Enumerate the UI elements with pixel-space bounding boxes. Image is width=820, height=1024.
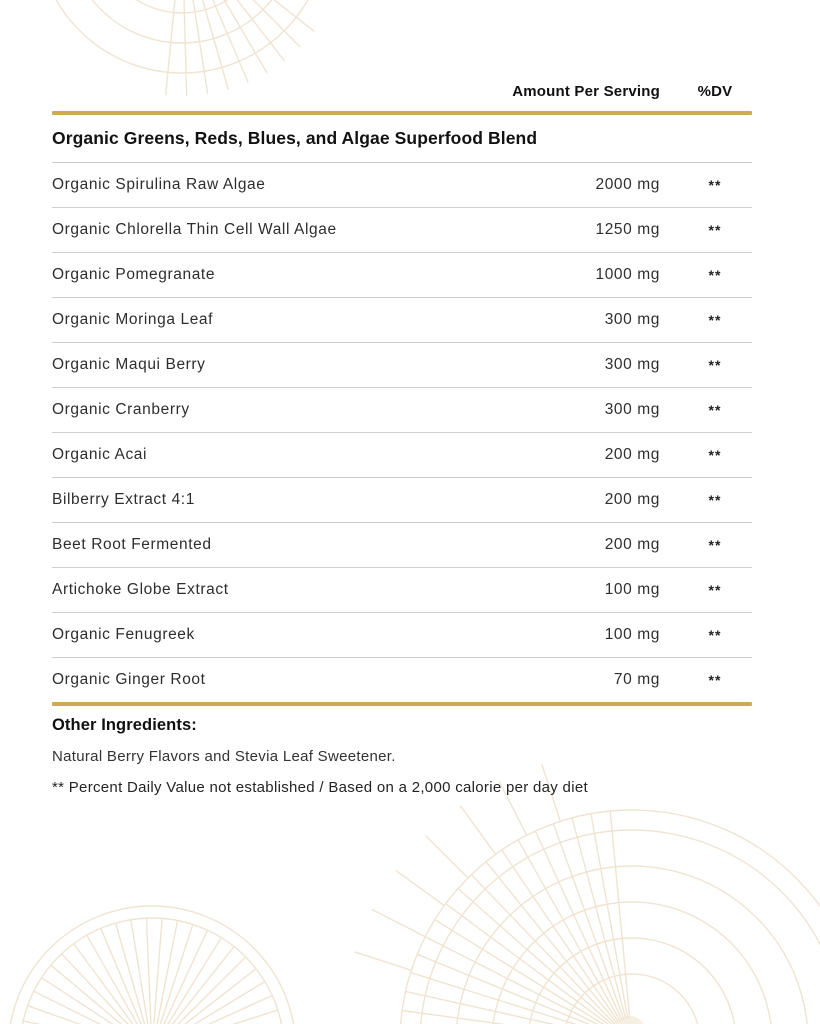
ingredient-name: Organic Chlorella Thin Cell Wall Algae bbox=[52, 221, 337, 238]
table-header bbox=[52, 82, 752, 102]
ingredient-dv: ** bbox=[708, 672, 722, 688]
ingredient-dv: ** bbox=[708, 492, 722, 508]
ingredient-name: Artichoke Globe Extract bbox=[52, 581, 229, 598]
table-row bbox=[52, 568, 752, 613]
gold-divider-bottom bbox=[52, 702, 752, 706]
table-row bbox=[52, 523, 752, 568]
table-row bbox=[52, 388, 752, 433]
ingredient-amount: 300 mg bbox=[604, 401, 660, 418]
supplement-facts-panel bbox=[52, 0, 752, 797]
ingredient-amount: 1250 mg bbox=[595, 221, 660, 238]
table-row bbox=[52, 433, 752, 478]
table-row bbox=[52, 613, 752, 658]
table-row bbox=[52, 253, 752, 298]
daily-value-note: ** Percent Daily Value not established / Based on a 2,000 calorie per day diet bbox=[52, 779, 588, 796]
ingredient-amount: 2000 mg bbox=[595, 176, 660, 193]
ingredient-name: Organic Cranberry bbox=[52, 401, 190, 418]
ingredient-dv: ** bbox=[708, 582, 722, 598]
ingredient-dv: ** bbox=[708, 222, 722, 238]
table-row bbox=[52, 478, 752, 523]
ingredient-amount: 200 mg bbox=[604, 536, 660, 553]
ingredient-amount: 70 mg bbox=[613, 671, 660, 688]
ingredient-name: Organic Acai bbox=[52, 446, 148, 463]
other-ingredients-text: Natural Berry Flavors and Stevia Leaf Sweetener. bbox=[52, 748, 396, 765]
ingredient-name: Organic Spirulina Raw Algae bbox=[52, 176, 266, 193]
ingredient-name: Bilberry Extract 4:1 bbox=[52, 491, 195, 508]
ingredient-dv: ** bbox=[708, 627, 722, 643]
ingredient-dv: ** bbox=[708, 402, 722, 418]
ingredient-dv: ** bbox=[708, 267, 722, 283]
ingredient-amount: 100 mg bbox=[604, 581, 660, 598]
table-row bbox=[52, 658, 752, 702]
ingredient-amount: 200 mg bbox=[604, 446, 660, 463]
amount-per-serving-header: Amount Per Serving bbox=[512, 83, 660, 100]
ingredient-dv: ** bbox=[708, 177, 722, 193]
gold-divider-top bbox=[52, 111, 752, 115]
ingredient-dv: ** bbox=[708, 357, 722, 373]
ingredient-name: Organic Moringa Leaf bbox=[52, 311, 214, 328]
ingredient-amount: 200 mg bbox=[604, 491, 660, 508]
ingredient-name: Beet Root Fermented bbox=[52, 536, 212, 553]
table-row bbox=[52, 343, 752, 388]
ingredient-dv: ** bbox=[708, 537, 722, 553]
table-row bbox=[52, 208, 752, 253]
ingredient-dv: ** bbox=[708, 312, 722, 328]
ingredient-name: Organic Fenugreek bbox=[52, 626, 195, 643]
ingredient-dv: ** bbox=[708, 447, 722, 463]
ingredient-table bbox=[52, 163, 752, 702]
ingredient-amount: 300 mg bbox=[604, 356, 660, 373]
table-row bbox=[52, 163, 752, 208]
ingredient-name: Organic Maqui Berry bbox=[52, 356, 206, 373]
ingredient-amount: 1000 mg bbox=[595, 266, 660, 283]
blend-title: Organic Greens, Reds, Blues, and Algae Superfood Blend bbox=[52, 127, 752, 163]
percent-dv-header: %DV bbox=[697, 83, 733, 100]
table-row bbox=[52, 298, 752, 343]
ingredient-amount: 100 mg bbox=[604, 626, 660, 643]
ingredient-name: Organic Ginger Root bbox=[52, 671, 206, 688]
ingredient-amount: 300 mg bbox=[604, 311, 660, 328]
other-ingredients-label: Other Ingredients: bbox=[52, 716, 197, 734]
ingredient-name: Organic Pomegranate bbox=[52, 266, 216, 283]
